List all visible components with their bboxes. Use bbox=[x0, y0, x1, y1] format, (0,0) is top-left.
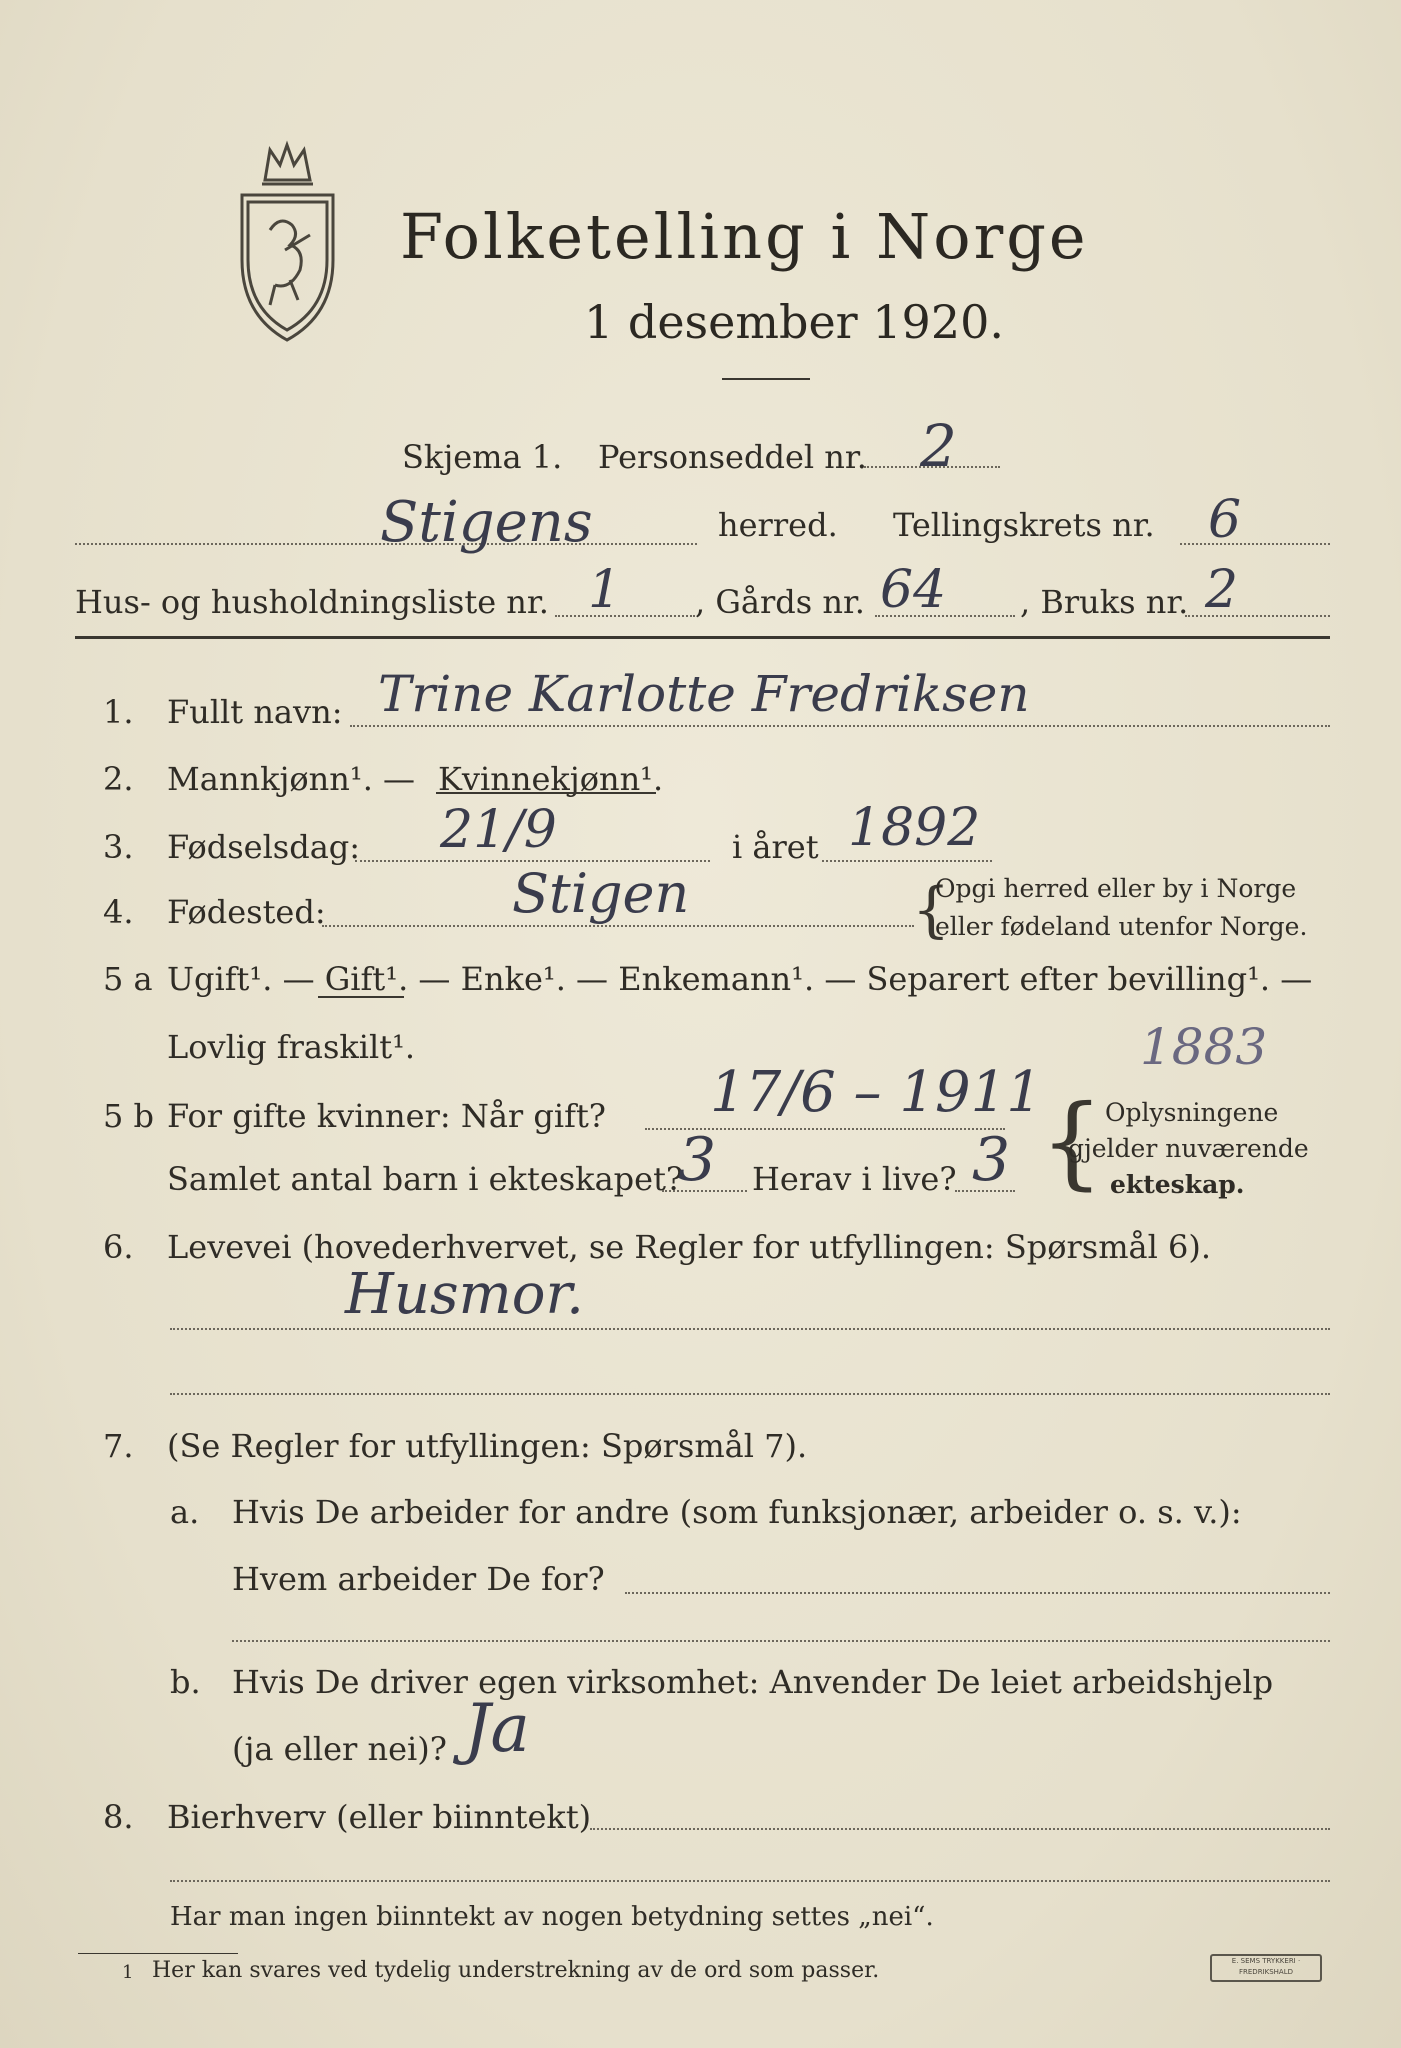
q7a-line-2 bbox=[232, 1640, 1330, 1642]
husholdning-value: 1 bbox=[588, 560, 622, 620]
q3-year-line bbox=[822, 860, 992, 862]
q5b-brace: { bbox=[1040, 1083, 1104, 1200]
coat-of-arms-emblem bbox=[230, 140, 345, 345]
q7a-employer-label: Hvem arbeider De for? bbox=[232, 1560, 605, 1598]
q7-label: (Se Regler for utfyllingen: Spørsmål 7). bbox=[167, 1427, 808, 1465]
q7b-answer-label: (ja eller nei)? bbox=[232, 1730, 447, 1768]
herred-label: herred. bbox=[718, 506, 838, 544]
q5b-married-value: 17/6 – 1911 bbox=[710, 1060, 1042, 1125]
bruks-label: , Bruks nr. bbox=[1020, 583, 1189, 621]
q6-value: Husmor. bbox=[345, 1262, 584, 1327]
tellingskrets-line bbox=[1180, 543, 1330, 545]
q5a-margin-note: 1883 bbox=[1140, 1018, 1268, 1076]
q6-line-2 bbox=[170, 1393, 1330, 1395]
gards-label: , Gårds nr. bbox=[695, 583, 865, 621]
q7b-letter: b. bbox=[170, 1663, 201, 1701]
husholdning-line bbox=[555, 615, 695, 617]
q6-line-1 bbox=[170, 1328, 1330, 1330]
gards-value: 64 bbox=[880, 560, 947, 620]
q5b-number: 5 b bbox=[103, 1097, 155, 1135]
q4-brace: { bbox=[912, 875, 951, 945]
q7a-question: Hvis De arbeider for andre (som funksjonær, arbeider o. s. v.): bbox=[232, 1493, 1242, 1531]
header-separator bbox=[75, 636, 1330, 639]
form-title: Folketelling i Norge bbox=[400, 200, 1089, 273]
q1-line bbox=[350, 725, 1330, 727]
q4-note-1: Opgi herred eller by i Norge bbox=[935, 874, 1297, 903]
q8-label: Bierhverv (eller biinntekt) bbox=[167, 1798, 592, 1836]
q4-label: Fødested: bbox=[167, 893, 326, 931]
q8-line-1 bbox=[590, 1828, 1330, 1830]
bruks-value: 2 bbox=[1205, 560, 1239, 620]
q1-value: Trine Karlotte Fredriksen bbox=[378, 665, 1030, 723]
footnote-rule bbox=[78, 1953, 238, 1954]
printer-stamp: E. SEMS TRYKKERI · FREDRIKSHALD bbox=[1210, 1954, 1322, 1982]
q3-year-label: i året bbox=[732, 828, 819, 866]
q1-number: 1. bbox=[103, 693, 134, 731]
q4-value: Stigen bbox=[512, 862, 690, 925]
q5a-options-2: Lovlig fraskilt¹. bbox=[167, 1028, 416, 1066]
form-date: 1 desember 1920. bbox=[584, 295, 1004, 349]
q5b-note-2: gjelder nuværende bbox=[1068, 1134, 1309, 1163]
q5b-children-value: 3 bbox=[678, 1125, 717, 1195]
q7a-letter: a. bbox=[170, 1493, 200, 1531]
q5a-gift-underline bbox=[318, 996, 404, 998]
personseddel-label: Personseddel nr. bbox=[598, 438, 867, 476]
skjema-label: Skjema 1. bbox=[402, 438, 563, 476]
q3-day-value: 21/9 bbox=[440, 800, 557, 860]
q5b-note-1: Oplysningene bbox=[1105, 1098, 1279, 1127]
q4-line bbox=[322, 925, 914, 927]
q6-label: Levevei (hovederhvervet, se Regler for utfyllingen: Spørsmål 6). bbox=[167, 1228, 1212, 1266]
footnote-text: Her kan svares ved tydelig understrekning av de ord som passer. bbox=[152, 1958, 880, 1983]
q5b-married-label: For gifte kvinner: Når gift? bbox=[167, 1097, 606, 1135]
q5b-alive-value: 3 bbox=[972, 1125, 1011, 1195]
q7a-employer-line bbox=[625, 1592, 1330, 1594]
q2-number: 2. bbox=[103, 760, 134, 798]
q3-number: 3. bbox=[103, 828, 134, 866]
q3-year-value: 1892 bbox=[848, 798, 981, 858]
footer-note: Har man ingen biinntekt av nogen betydning settes „nei“. bbox=[170, 1902, 934, 1932]
q5b-children-label: Samlet antal barn i ekteskapet? bbox=[167, 1160, 684, 1198]
q2-female-underline bbox=[436, 792, 656, 794]
q6-number: 6. bbox=[103, 1228, 134, 1266]
q1-label: Fullt navn: bbox=[167, 693, 343, 731]
q4-note-2: eller fødeland utenfor Norge. bbox=[935, 912, 1308, 941]
tellingskrets-value: 6 bbox=[1208, 490, 1242, 550]
footnote-mark: 1 bbox=[122, 1962, 134, 1983]
q7-number: 7. bbox=[103, 1427, 134, 1465]
q5b-alive-label: Herav i live? bbox=[752, 1160, 957, 1198]
q2-male-option: Mannkjønn¹. — bbox=[167, 760, 416, 798]
q2-female-option: Kvinnekjønn¹. bbox=[438, 760, 664, 798]
husholdning-label: Hus- og husholdningsliste nr. bbox=[75, 583, 549, 621]
q7b-question: Hvis De driver egen virksomhet: Anvender De leiet arbeidshjelp bbox=[232, 1663, 1274, 1701]
herred-value: Stigens bbox=[380, 490, 593, 555]
q7b-value: Ja bbox=[464, 1690, 530, 1767]
q3-label: Fødselsdag: bbox=[167, 828, 361, 866]
q8-number: 8. bbox=[103, 1798, 134, 1836]
q5b-note-3: ekteskap. bbox=[1110, 1170, 1245, 1199]
personseddel-value: 2 bbox=[920, 412, 957, 480]
q5a-options: Ugift¹. — Gift¹. — Enke¹. — Enkemann¹. — Separert efter bevilling¹. — bbox=[167, 960, 1313, 998]
title-divider bbox=[722, 378, 810, 380]
tellingskrets-label: Tellingskrets nr. bbox=[893, 506, 1155, 544]
q8-line-2 bbox=[170, 1880, 1330, 1882]
q5a-number: 5 a bbox=[103, 960, 153, 998]
q4-number: 4. bbox=[103, 893, 134, 931]
